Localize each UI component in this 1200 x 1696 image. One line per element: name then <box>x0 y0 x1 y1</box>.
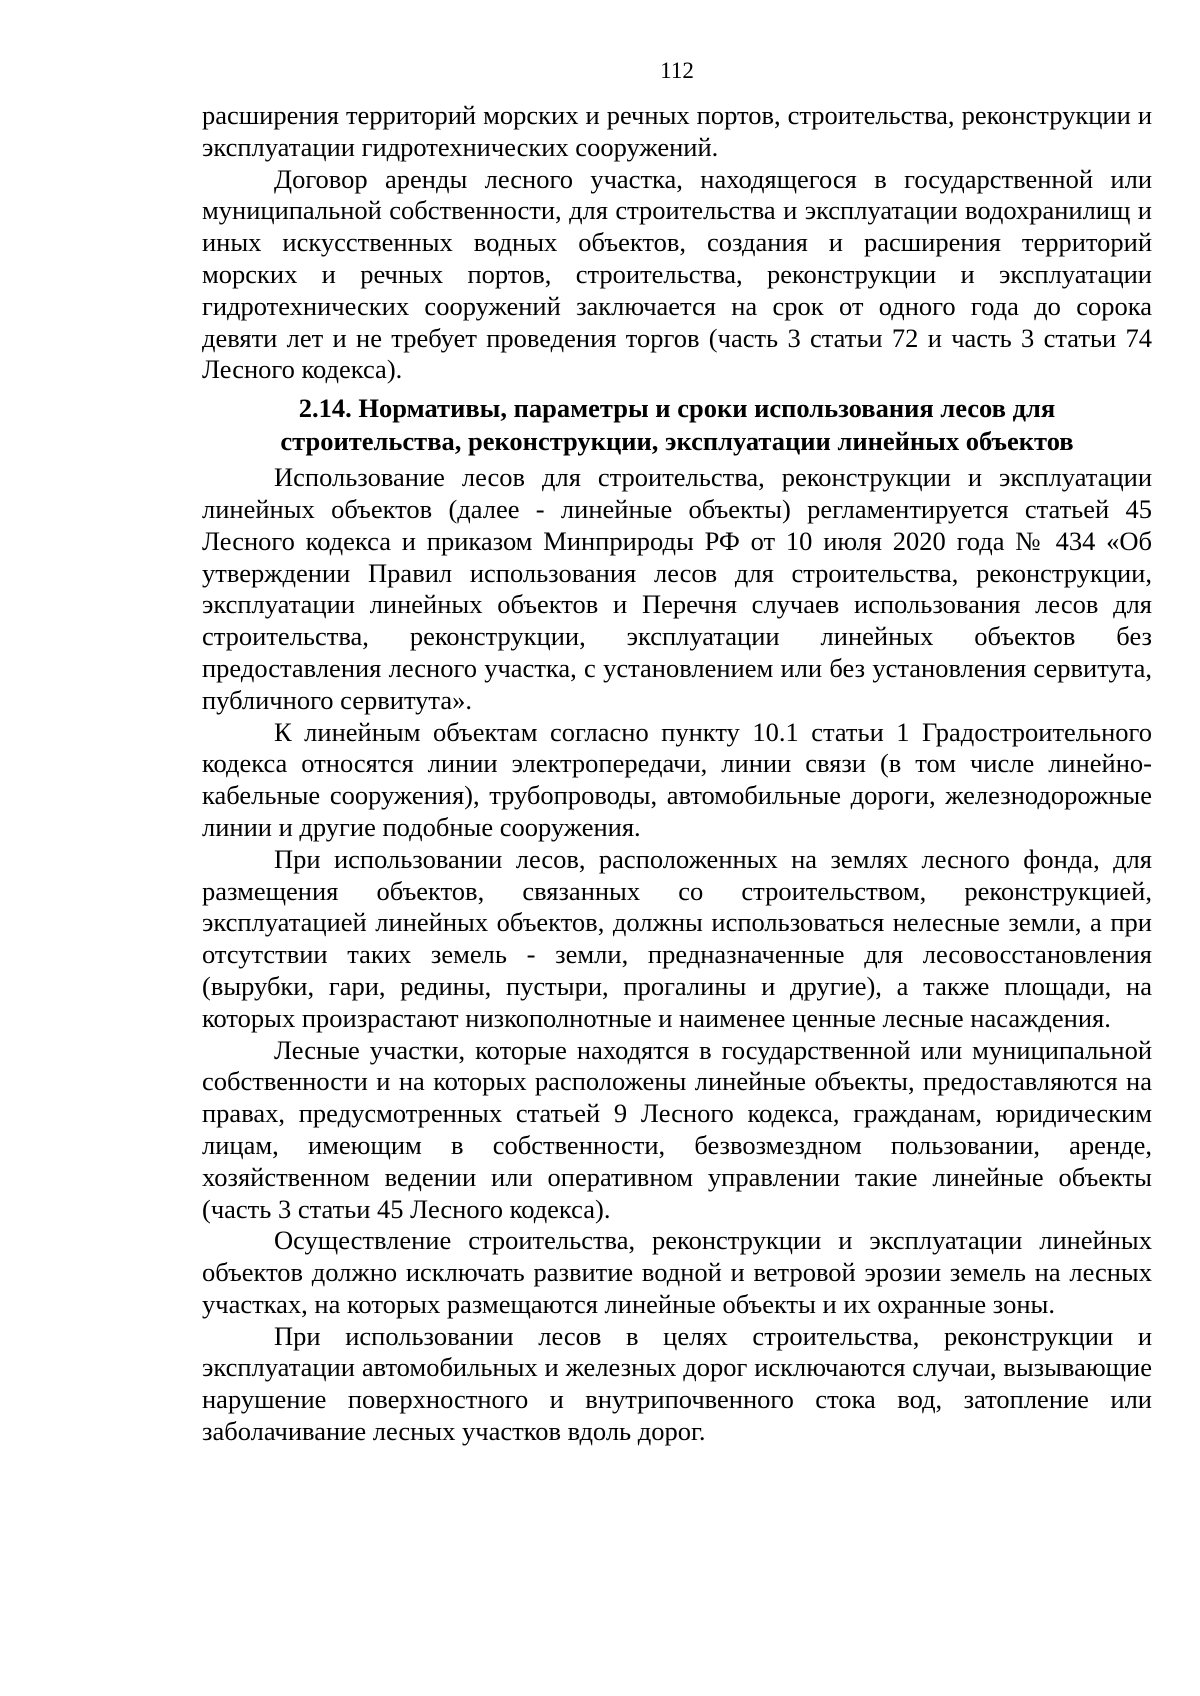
paragraph-land-use: При использовании лесов, расположенных на землях лесного фонда, для размещения объектов, связанных со строительством, реконструкцией, эксплуатацией линейных объектов, должны использоваться нелесные земли, а при отсутствии таких земель - земли, предназначенные для лесовосстановления (вырубки, гари, редины, пустыри, прогалины и другие), а также площади, на которых произрастают низкополнотные и наименее ценные лесные насаждения. <box>202 843 1152 1033</box>
paragraph-roads: При использовании лесов в целях строительства, реконструкции и эксплуатации автомобильных и железных дорог исключаются случаи, вызывающие нарушение поверхностного и внутрипочвенного стока вод, затопление или заболачивание лесных участков вдоль дорог. <box>202 1320 1152 1447</box>
section-heading-line-2: строительства, реконструкции, эксплуатации линейных объектов <box>280 426 1074 457</box>
page-number: 112 <box>660 58 694 83</box>
paragraph-regulation: Использование лесов для строительства, реконструкции и эксплуатации линейных объектов (далее - линейные объекты) регламентируется статьей 45 Лесного кодекса и приказом Минприроды РФ от 10 июля 2020 года № 434 «Об утверждении Правил использования лесов для строительства, реконструкции, эксплуатации линейных объектов и Перечня случаев использования лесов для строительства, реконструкции, эксплуатации линейных объектов без предоставления лесного участка, с установлением или без установления сервитута, публичного сервитута». <box>202 462 1152 715</box>
section-heading-line-1: 2.14. Нормативы, параметры и сроки использования лесов для <box>298 393 1056 424</box>
paragraph-forest-plots: Лесные участки, которые находятся в государственной или муниципальной собственности и на которых расположены линейные объекты, предоставляются на правах, предусмотренных статьей 9 Лесного кодекса, гражданам, юридическим лицам, имеющим в собственности, безвозмездном пользовании, аренде, хозяйственном ведении или оперативном управлении такие линейные объекты (часть 3 статьи 45 Лесного кодекса). <box>202 1034 1152 1224</box>
paragraph-lease-agreement: Договор аренды лесного участка, находящегося в государственной или муниципальной собственности, для строительства и эксплуатации водохранилищ и иных искусственных водных объектов, создания и расширения территорий морских и речных портов, строительства, реконструкции и эксплуатации гидротехнических сооружений заключается на срок от одного года до сорока девяти лет и не требует проведения торгов (часть 3 статьи 72 и часть 3 статьи 74 Лесного кодекса). <box>202 163 1152 385</box>
paragraph-continuation: расширения территорий морских и речных портов, строительства, реконструкции и эксплуатации гидротехнических сооружений. <box>202 100 1152 162</box>
paragraph-erosion: Осуществление строительства, реконструкции и эксплуатации линейных объектов должно исключать развитие водной и ветровой эрозии земель на лесных участках, на которых размещаются линейные объекты и их охранные зоны. <box>202 1225 1152 1319</box>
section-heading <box>202 392 1152 458</box>
document-page <box>202 56 1152 1448</box>
paragraph-linear-objects-definition: К линейным объектам согласно пункту 10.1 статьи 1 Градостроительного кодекса относятся линии электропередачи, линии связи (в том числе линейно-кабельные сооружения), трубопроводы, автомобильные дороги, железнодорожные линии и другие подобные сооружения. <box>202 716 1152 842</box>
